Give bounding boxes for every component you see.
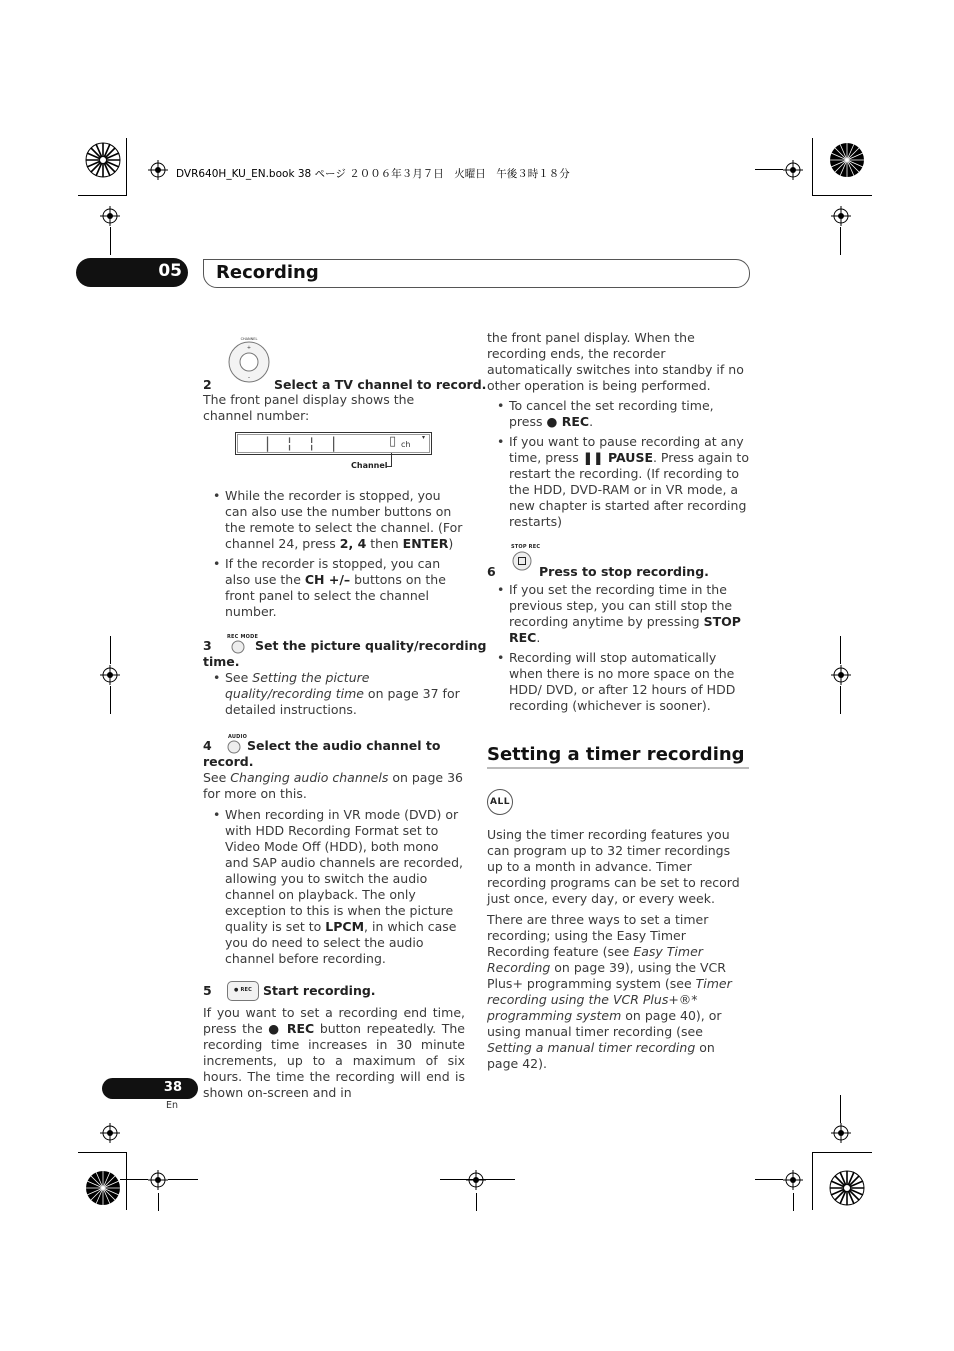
crosshair-icon	[148, 160, 168, 180]
step-6-bullets	[487, 582, 749, 714]
crosshair-icon	[148, 1170, 168, 1190]
step-4-bullet: • When recording in VR mode (DVD) or with HDD Recording Format set to Video Mode Off (HDD), both mono and SAP audio channels are recorded, allowing you to switch the audio channel on playback. The only exception to this is when the picture quality is set to LPCM, in which case you do need to select the audio channel before recording.	[203, 807, 465, 967]
step-2-title: Select a TV channel to record.	[274, 377, 487, 392]
bullet-item: • If you want to pause recording at any time, press ❚❚ PAUSE. Press again to restart the recording. (If recording to the HDD, DVD-RAM or in VR mode, a new chapter is started after recording restarts)	[487, 434, 749, 530]
bullet-item: • While the recorder is stopped, you can also use the number buttons on the remote to select the channel. (For channel 24, press 2, 4 then ENTER)	[203, 488, 465, 552]
step-4-text: See Changing audio channels on page 36 for more on this.	[203, 770, 463, 801]
channel-dpad-icon	[227, 336, 271, 386]
crosshair-icon	[466, 1170, 486, 1190]
registration-sunburst-icon	[85, 142, 121, 178]
all-badge-icon: ALL	[487, 789, 513, 815]
left-column	[203, 336, 487, 1101]
channel-label: Channel	[351, 461, 388, 470]
bullet-item: • If the recorder is stopped, you can also use the CH +/– buttons on the front panel to select the channel number.	[203, 556, 465, 620]
crosshair-icon	[100, 206, 120, 226]
crosshair-icon	[831, 206, 851, 226]
right-column	[487, 330, 749, 1072]
crosshair-icon	[831, 665, 851, 685]
step-4-header: AUDIO 4 Select the audio channel to record.	[203, 734, 441, 769]
page-number: 38	[163, 1080, 182, 1095]
rec-button-icon: ● REC	[227, 981, 259, 1001]
svg-text:CHANNEL: CHANNEL	[240, 337, 258, 341]
step-5-header: ● REC 5 Start recording.	[203, 981, 465, 1005]
section-title: Setting a timer recording	[487, 744, 745, 765]
svg-text:–: –	[247, 375, 251, 381]
crosshair-icon	[783, 160, 803, 180]
stop-rec-button-icon	[512, 551, 532, 571]
chapter-tab	[76, 258, 188, 287]
language-label: En	[166, 1100, 179, 1111]
page-number-tab	[102, 1078, 198, 1099]
step-2-text: The front panel display shows the channel number:	[203, 392, 415, 423]
crosshair-icon	[100, 1123, 120, 1143]
section-para-1: Using the timer recording features you can program up to 32 timer recordings up to a month in advance. Timer recording programs can be set to record just once, every day, or every week.	[487, 827, 740, 906]
section-heading	[487, 744, 749, 769]
registration-sunburst-icon	[829, 1170, 865, 1206]
registration-sunburst-icon	[829, 142, 865, 178]
crosshair-icon	[100, 665, 120, 685]
audio-button-icon	[227, 740, 241, 754]
step-5-text-cont: the front panel display. When the recording ends, the recorder automatically switches into standby if no other operation is being performed.	[487, 330, 744, 393]
chapter-title-bar	[203, 259, 750, 288]
registration-sunburst-icon	[85, 1170, 121, 1206]
chapter-title: Recording	[216, 262, 319, 283]
bullet-item: • If you set the recording time in the previous step, you can still stop the recording anytime by pressing STOP REC.	[487, 582, 749, 646]
step-5-text-start: If you want to set a recording end time, press the ● REC button repeatedly. The recording time increases in 30 minute increments, up to a maximum of six hours. The time the recording will end is shown on-screen and in	[203, 1005, 465, 1100]
step-5-bullets	[487, 398, 749, 530]
crosshair-icon	[831, 1123, 851, 1143]
front-panel-display: | ¦ ¦ | ▯ ch ▾ Channel	[203, 432, 465, 484]
step-3-bullet: • See Setting the picture quality/recording time on page 37 for detailed instructions.	[203, 670, 465, 718]
step-6-header: STOP REC 6 Press to stop recording.	[487, 544, 709, 579]
step-2-bullets	[203, 488, 465, 620]
step-2-header: CHANNEL + – 2 Select a TV channel to record.	[203, 337, 487, 392]
svg-text:+: +	[246, 345, 252, 351]
step-3-header: REC MODE 3 Set the picture quality/recording time.	[203, 634, 487, 669]
chapter-number: 05	[158, 261, 182, 281]
crosshair-icon	[783, 1170, 803, 1190]
display-ch-label: ch	[401, 440, 411, 449]
section-para-2: There are three ways to set a timer recording; using the Easy Timer Recording feature (see Easy Timer Recording on page 39), using the VCR Plus+ programming system (see Timer recording using the VCR Plus+®* programming system on page 40), or using manual timer recording (see Setting a manual timer recording on page 42).	[487, 912, 732, 1071]
display-digits: | ¦ ¦ |	[263, 434, 341, 452]
print-header: DVR640H_KU_EN.book 38 ページ ２００６年３月７日 火曜日 午後３時１８分	[176, 168, 570, 180]
bullet-item: • To cancel the set recording time, press ● REC.	[487, 398, 749, 430]
bullet-item: • Recording will stop automatically when there is no more space on the HDD/ DVD, or after 12 hours of HDD recording (whichever is sooner).	[487, 650, 749, 714]
rec-mode-button-icon	[231, 640, 245, 654]
